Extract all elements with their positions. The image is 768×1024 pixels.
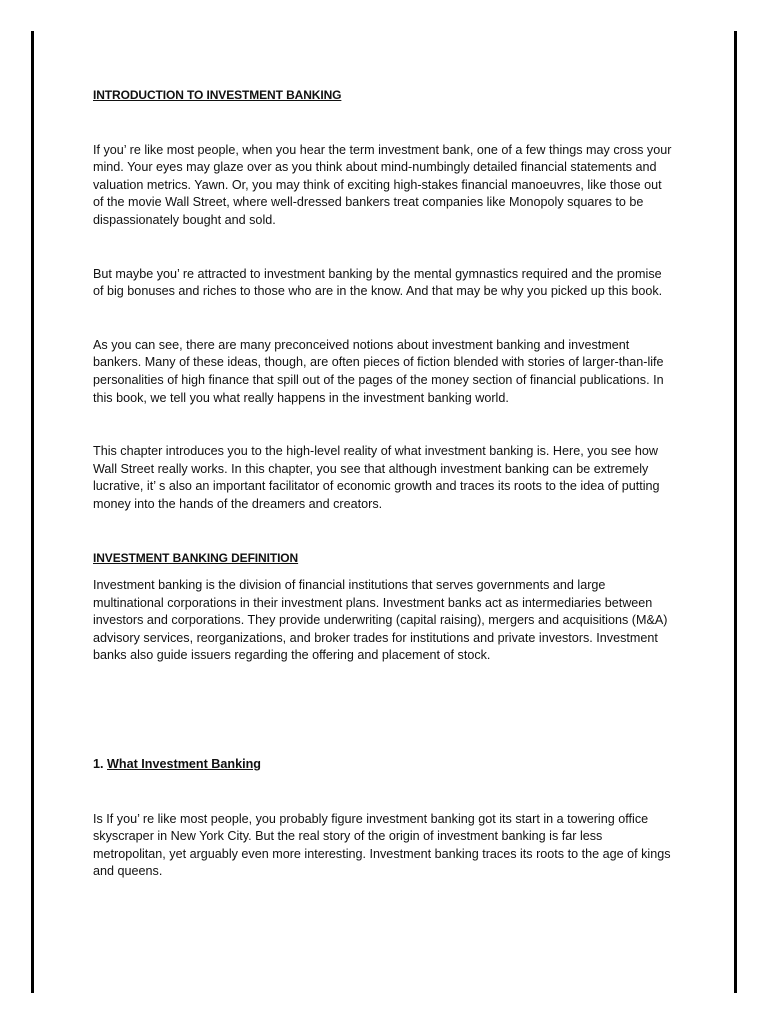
section-1-paragraph: Is If you’ re like most people, you probably figure investment banking got its start in a towering office skyscraper in New York City. But the real story of the origin of investment banking is far less metropolitan, yet arguably even more interesting. Investment banking traces its roots to the age of kings and queens. bbox=[93, 811, 671, 879]
intro-paragraph-4: This chapter introduces you to the high-level reality of what investment banking is. Here, you see how Wall Street really works. In this chapter, you see that although investment banking can be extremely lucrative, it’ s also an important facilitator of economic growth and traces its roots to the idea of putting money into the hands of the dreamers and creators. bbox=[93, 444, 660, 511]
intro-paragraph-3: As you can see, there are many preconceived notions about investment banking and investment bankers. Many of these ideas, though, are often pieces of fiction blended with stories of larger-than-life personalities of high finance that spill out of the pages of the money section of financial publications. In this book, we tell you what really happens in the investment banking world. bbox=[93, 337, 664, 405]
section-1-heading bbox=[93, 756, 675, 774]
section-1-number: 1. bbox=[93, 757, 104, 772]
right-margin-rule bbox=[734, 31, 737, 993]
document-body bbox=[93, 87, 675, 881]
definition-heading: INVESTMENT BANKING DEFINITION bbox=[93, 550, 299, 565]
intro-heading: INTRODUCTION TO INVESTMENT BANKING bbox=[93, 88, 342, 102]
left-margin-rule bbox=[31, 31, 34, 993]
intro-paragraph-2: But maybe you’ re attracted to investment banking by the mental gymnastics required and the promise of big bonuses and riches to those who are in the know. And that may be why you picked up this book. bbox=[93, 266, 663, 299]
definition-paragraph: Investment banking is the division of financial institutions that serves governments and large multinational corporations in their investment plans. Investment banks act as intermediaries between investors and corporations. They provide underwriting (capital raising), mergers and acquisitions (M&A) advisory services, reorganizations, and broker trades for institutions and private investors. Investment banks also guide issuers regarding the offering and placement of stock. bbox=[93, 578, 668, 663]
section-1-title: What Investment Banking bbox=[107, 757, 261, 772]
intro-paragraph-1: If you’ re like most people, when you hear the term investment bank, one of a few things may cross your mind. Your eyes may glaze over as you think about mind-numbingly detailed financial statements and valuation metrics. Yawn. Or, you may think of exciting high-stakes financial manoeuvres, like those out of the movie Wall Street, where well-dressed bankers treat companies like Monopoly squares to be dispassionately bought and sold. bbox=[93, 142, 672, 227]
